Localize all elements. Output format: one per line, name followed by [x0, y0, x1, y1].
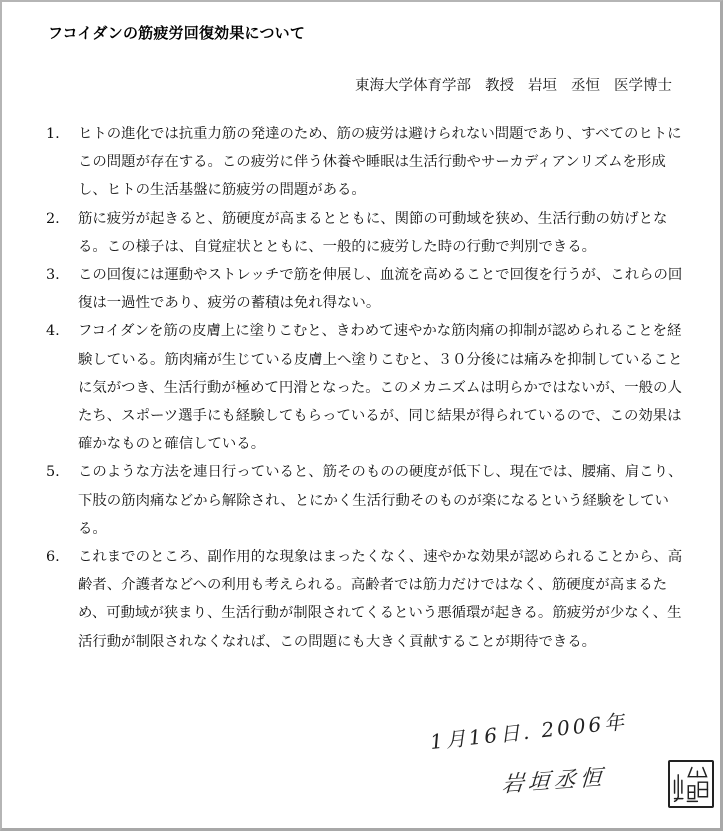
item-number: 1. — [46, 126, 60, 142]
list-item — [46, 261, 686, 317]
author-position: 教授 — [485, 78, 514, 94]
list-item — [46, 458, 686, 543]
author-family-name: 岩垣 — [528, 78, 557, 94]
document-title: フコイダンの筋疲労回復効果について — [48, 24, 306, 42]
numbered-list — [46, 120, 686, 656]
author-degree: 医学博士 — [614, 78, 672, 94]
author-given-name: 丞恒 — [571, 78, 600, 94]
item-text: このような方法を連日行っていると、筋そのものの硬度が低下し、現在では、腰痛、肩こり、下肢の筋肉痛などから解除され、とにかく生活行動そのものが楽になるという経験をしている。 — [78, 464, 683, 537]
item-text: この回復には運動やストレッチで筋を伸展し、血流を高めることで回復を行うが、これらの回復は一過性であり、疲労の蓄積は免れ得ない。 — [78, 267, 683, 312]
item-number: 4. — [46, 323, 60, 340]
item-number: 5. — [46, 464, 60, 481]
item-number: 2. — [46, 210, 60, 227]
list-item — [46, 317, 686, 458]
handwritten-signature: 岩垣丞恒 — [501, 765, 607, 798]
handwritten-date: 1月16日. 2006年 — [428, 709, 629, 754]
signature-block — [422, 709, 682, 814]
item-text: ヒトの進化では抗重力筋の発達のため、筋の疲労は避けられない問題であり、すべてのヒトにこの問題が存在する。この疲労に伴う休養や睡眠は生活行動やサーカディアンリズムを形成し、ヒトの生活基盤に筋疲労の問題がある。 — [78, 126, 682, 199]
list-item — [46, 543, 686, 656]
list-item — [46, 205, 686, 261]
item-text: フコイダンを筋の皮膚上に塗りこむと、きわめて速やかな筋肉痛の抑制が認められることを経験している。筋肉痛が生じている皮膚上へ塗りこむと、３０分後には痛みを抑制していることに気がつき、生活行動が極めて円滑となった。このメカニズムは明らかではないが、一般の人たち、スポーツ選手にも経験してもらっているが、同じ結果が得られているので、この効果は確かなものと確信している。 — [78, 323, 683, 453]
item-number: 3. — [46, 267, 60, 284]
item-text: これまでのところ、副作用的な現象はまったくなく、速やかな効果が認められることから、高齢者、介護者などへの利用も考えられる。高齢者では筋力だけではなく、筋硬度が高まるため、可動域が狭まり、生活行動が制限されてくるという悪循環が起きる。筋疲労が少なく、生活行動が制限されなくなれば、この問題にも大きく貢献することが期待できる。 — [78, 549, 683, 650]
list-item — [46, 120, 686, 205]
seal-icon — [668, 760, 714, 808]
item-number: 6. — [46, 549, 60, 566]
author-affiliation: 東海大学体育学部 — [355, 78, 471, 94]
item-text: 筋に疲労が起きると、筋硬度が高まるとともに、関節の可動域を狭め、生活行動の妨げとなる。この様子は、自覚症状とともに、一般的に疲労した時の行動で判別できる。 — [78, 210, 668, 255]
author-line — [355, 74, 672, 95]
